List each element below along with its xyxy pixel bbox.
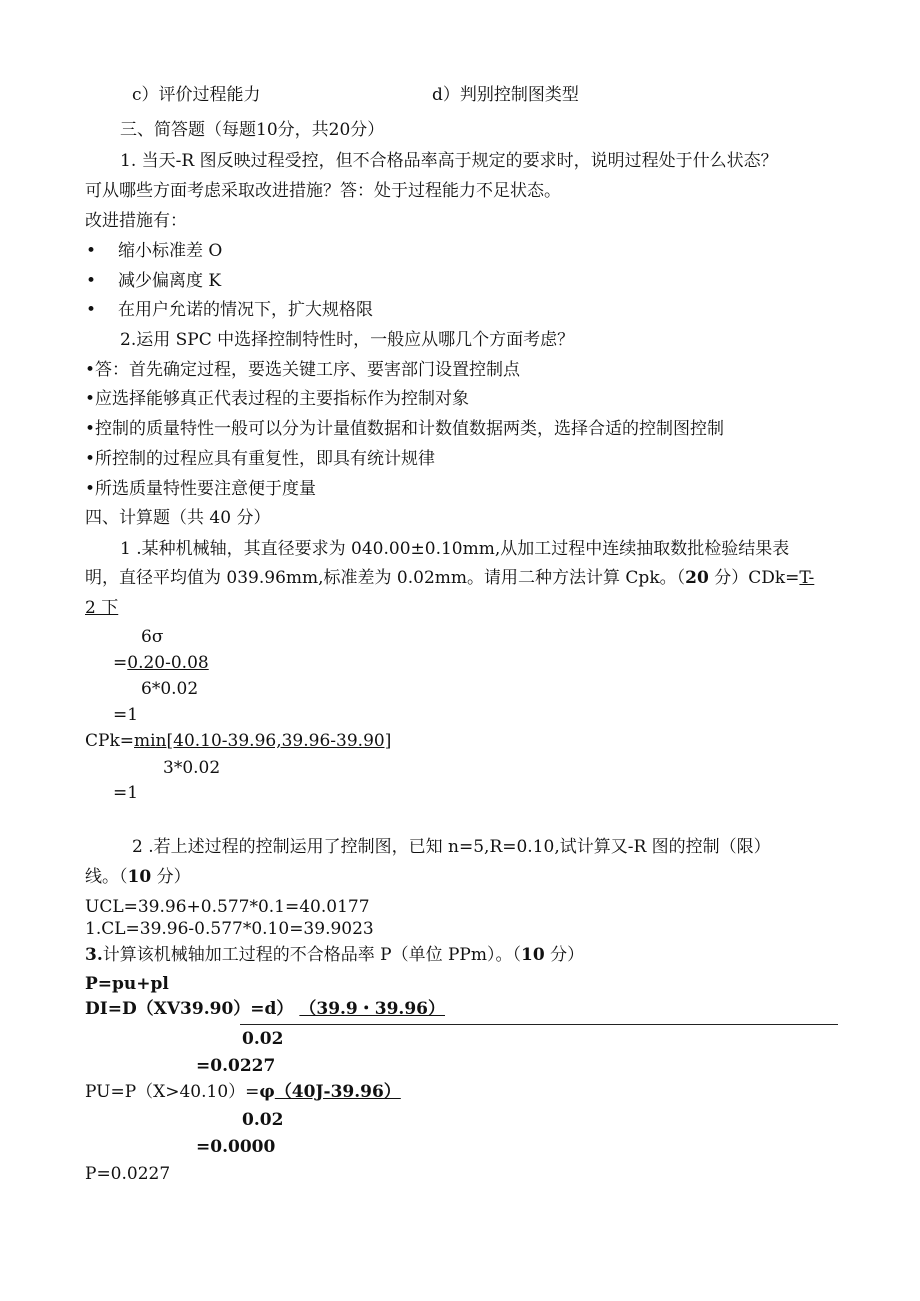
pu-numerator: （40J-39.96） (274, 1082, 401, 1102)
answer-item: •所选质量特性要注意便于度量 (85, 479, 317, 499)
problem-3-score: 10 (521, 945, 545, 965)
lcl-formula: 1.CL=39.96-0.577*0.10=39.9023 (85, 919, 374, 939)
formula-cpk-denominator: 3*0.02 (163, 758, 221, 778)
formula-eq1-numerator: 0.20-0.08 (127, 653, 209, 673)
answer-item: •答：首先确定过程，要选关键工序、要害部门设置控制点 (85, 360, 521, 380)
answer-item: •控制的质量特性一般可以分为计量值数据和计数值数据两类，选择合适的控制图控制 (85, 419, 725, 439)
question-2: 2.运用 SPC 中选择控制特性时，一般应从哪几个方面考虑？ (120, 330, 575, 350)
bullet-mark: • (86, 241, 97, 261)
ucl-formula: UCL=39.96+0.577*0.1=40.0177 (85, 897, 370, 917)
answer-item: •所控制的过程应具有重复性，即具有统计规律 (85, 449, 436, 469)
formula-eq1 (113, 652, 209, 674)
option-d: d）判别控制图类型 (432, 85, 579, 105)
problem-2-score: 10 (127, 867, 152, 887)
pu-formula (85, 1081, 401, 1103)
problem-2-line2 (85, 866, 191, 888)
bullet-item: 减少偏离度 K (118, 271, 222, 291)
dl-formula (85, 998, 445, 1020)
pu-denominator: 0.02 (242, 1110, 284, 1130)
dl-result: =0.0227 (196, 1056, 276, 1076)
dl-denominator: 0.02 (242, 1029, 284, 1049)
formula-eq1-result: =1 (113, 705, 139, 725)
problem-1-line1: 1 .某种机械轴，其直径要求为 040.00±0.10mm,从加工过程中连续抽取数批检验结果表 (120, 539, 790, 559)
question-1-line2: 可从哪些方面考虑采取改进措施？答：处于过程能力不足状态。 (85, 181, 561, 201)
question-1-line1: 1. 当天-R 图反映过程受控，但不合格品率高于规定的要求时，说明过程处于什么状态？ (120, 151, 778, 171)
dl-prefix: DI=D（XV39.90）=d） (85, 999, 294, 1019)
pu-phi: φ (259, 1082, 275, 1102)
problem-1-score: 20 (685, 568, 709, 588)
bullet-mark: • (86, 271, 97, 291)
section4-heading: 四、计算题（共 40 分） (85, 508, 271, 528)
problem-2-line1: 2 .若上述过程的控制运用了控制图，已知 n=5,R=0.10,试计算又-R 图的控制（限） (132, 837, 771, 857)
fraction-rule (240, 1024, 838, 1025)
formula-eq1-denominator: 6*0.02 (141, 679, 199, 699)
problem-2-text: 线。（ (85, 867, 128, 887)
problem-1-text: 明，直径平均值为 039.96mm,标准差为 0.02mm。请用二种方法计算 Cpk。（ (85, 568, 686, 588)
problem-1-underlined: T- (799, 568, 815, 588)
problem-3-text: 计算该机械轴加工过程的不合格品率 P（单位 PPm）。（ (102, 945, 521, 965)
formula-cpk (85, 730, 391, 752)
formula-eq1-prefix: = (113, 653, 128, 673)
improvement-title: 改进措施有： (85, 211, 187, 231)
pu-result: =0.0000 (196, 1137, 276, 1157)
problem-1-text-tail: 分）CDk= (708, 568, 800, 588)
problem-2-text-tail: 分） (151, 867, 191, 887)
bullet-item: 在用户允诺的情况下，扩大规格限 (118, 300, 373, 320)
problem-1-line3: 2 下 (85, 598, 119, 618)
problem-3 (85, 944, 584, 966)
section3-heading: 三、简答题（每题10分，共20分） (120, 120, 385, 140)
formula-cpk-result: =1 (113, 783, 139, 803)
bullet-mark: • (86, 300, 97, 320)
formula-6sigma: 6σ (141, 627, 164, 647)
problem-3-number: 3. (85, 945, 103, 965)
bullet-item: 缩小标准差 O (118, 241, 223, 261)
p-total: P=0.0227 (85, 1164, 171, 1184)
pu-prefix: PU=P（X>40.10）= (85, 1082, 260, 1102)
option-c: c）评价过程能力 (132, 85, 261, 105)
p-equation: P=pu+pl (85, 974, 169, 994)
problem-1-line2 (85, 567, 814, 589)
formula-cpk-numerator: min[40.10-39.96,39.96-39.90] (134, 731, 392, 751)
problem-3-end: 分） (544, 945, 585, 965)
answer-item: •应选择能够真正代表过程的主要指标作为控制对象 (85, 389, 470, 409)
formula-cpk-prefix: CPk= (85, 731, 134, 751)
dl-numerator: （39.9・39.96） (299, 999, 445, 1019)
